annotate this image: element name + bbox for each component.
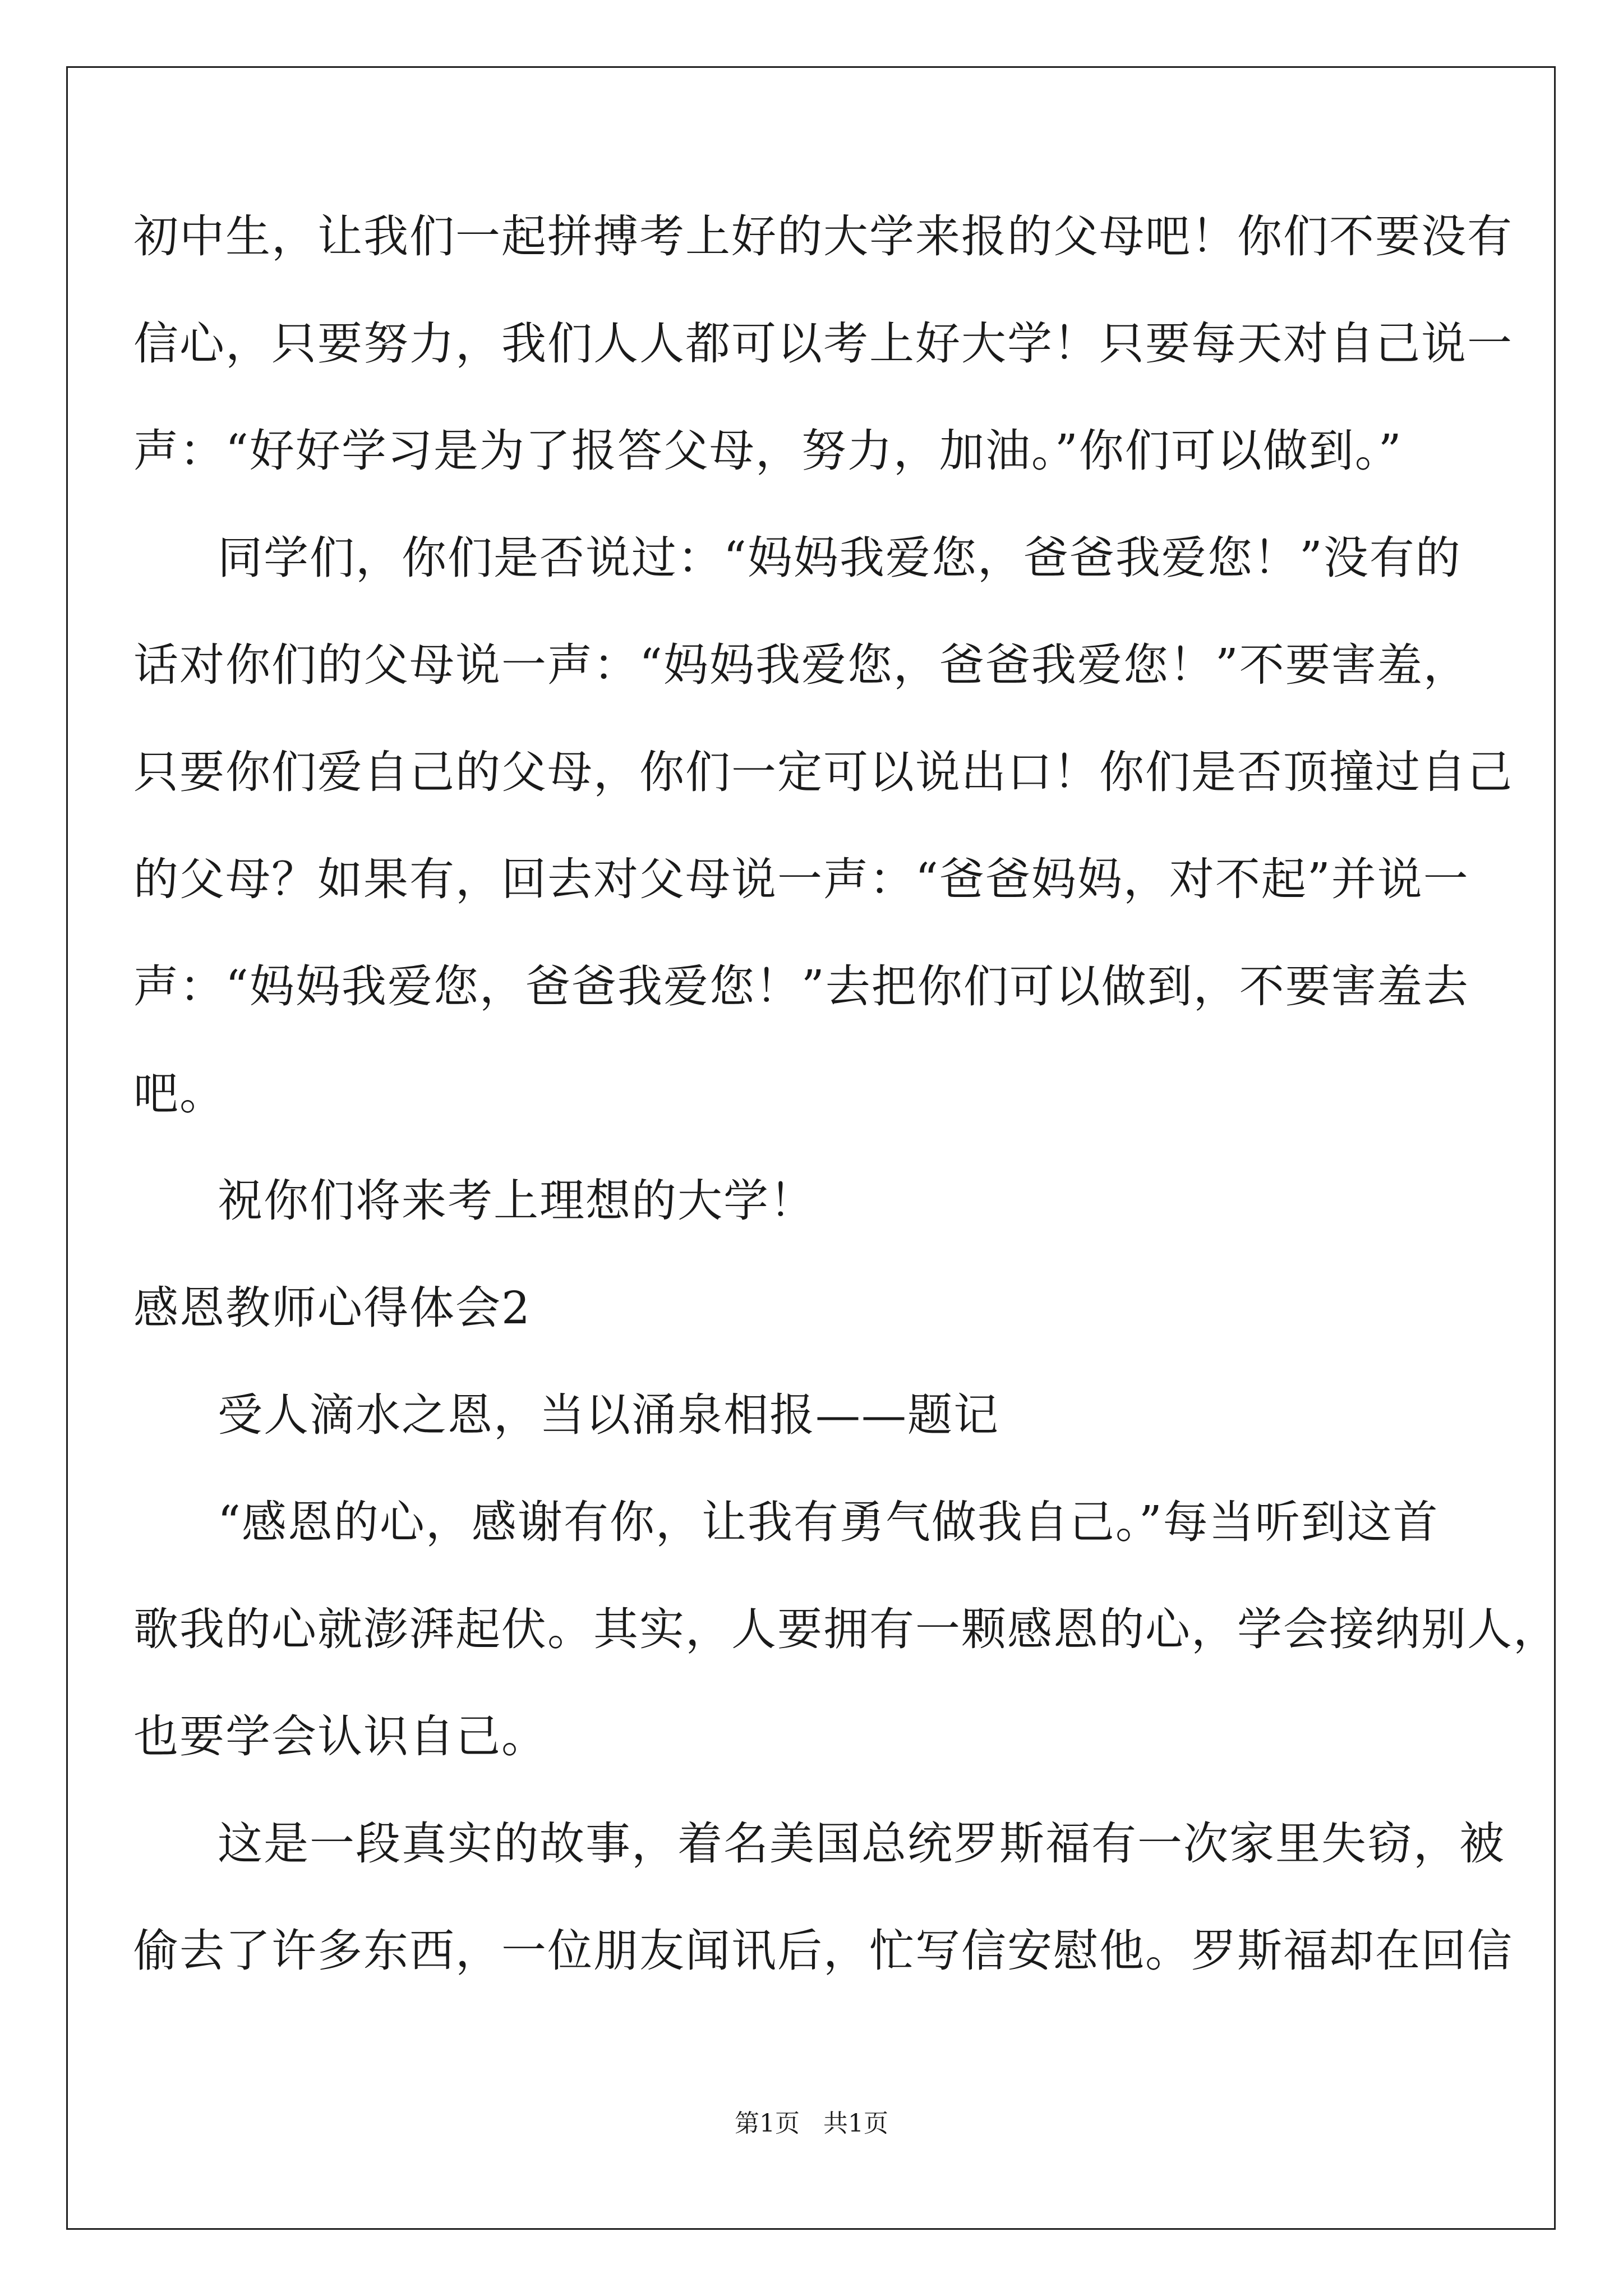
document-body xyxy=(133,203,1559,2024)
text-line: 吧。 xyxy=(133,1068,225,1120)
text-line: 初中生，让我们一起拼搏考上好的大学来报的父母吧！你们不要没有 xyxy=(133,210,1513,263)
epigraph-line: 受人滴水之恩，当以涌泉相报——题记 xyxy=(218,1389,999,1441)
text-line: 声：“妈妈我爱您，爸爸我爱您！”去把你们可以做到，不要害羞去 xyxy=(133,960,1469,1013)
section-heading: 感恩教师心得体会2 xyxy=(133,1282,531,1334)
text-line: 这是一段真实的故事，着名美国总统罗斯福有一次家里失窃，被 xyxy=(218,1818,1505,1870)
text-line: 的父母？如果有，回去对父母说一声：“爸爸妈妈，对不起”并说一 xyxy=(133,853,1469,905)
text-line: 话对你们的父母说一声：“妈妈我爱您，爸爸我爱您！”不要害羞， xyxy=(133,639,1469,691)
page-footer: 第1页 共1页 xyxy=(735,2109,888,2138)
text-line: 歌我的心就澎湃起伏。其实，人要拥有一颗感恩的心，学会接纳别人， xyxy=(133,1603,1559,1655)
text-line: 也要学会认识自己。 xyxy=(133,1710,547,1763)
text-line: “感恩的心，感谢有你，让我有勇气做我自己。”每当听到这首 xyxy=(218,1496,1439,1548)
text-line: 只要你们爱自己的父母，你们一定可以说出口！你们是否顶撞过自己 xyxy=(133,746,1513,798)
text-line: 声：“好好学习是为了报答父母，努力，加油。”你们可以做到。” xyxy=(133,425,1403,477)
text-line: 祝你们将来考上理想的大学！ xyxy=(218,1175,815,1227)
text-line: 同学们，你们是否说过：“妈妈我爱您，爸爸我爱您！”没有的 xyxy=(218,532,1461,584)
text-line: 偷去了许多东西，一位朋友闻讯后，忙写信安慰他。罗斯福却在回信 xyxy=(133,1925,1513,1977)
text-line: 信心，只要努力，我们人人都可以考上好大学！只要每天对自己说一 xyxy=(133,318,1513,370)
